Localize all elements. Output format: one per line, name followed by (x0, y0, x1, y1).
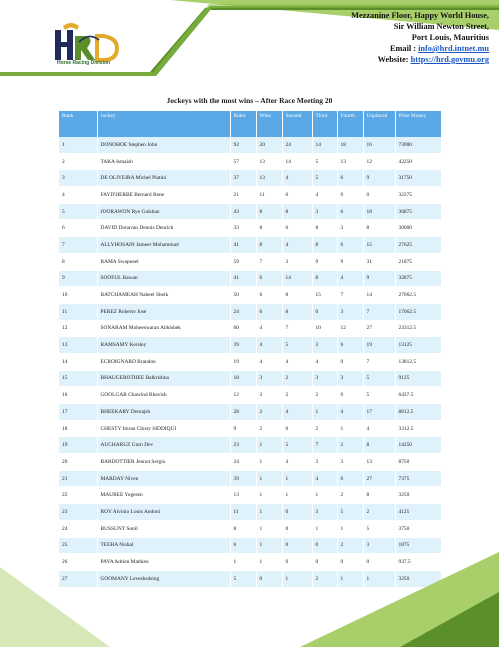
table-cell: 5 (363, 520, 395, 537)
table-cell: 9 (363, 170, 395, 187)
table-cell: 14 (282, 153, 312, 170)
table-cell: 0 (363, 187, 395, 204)
table-cell: 9 (59, 270, 97, 287)
table-row (59, 420, 441, 437)
table-cell: SONARAM Moheeswaran Abhishek (97, 320, 230, 337)
table-cell: 3312.5 (395, 420, 441, 437)
table-cell: 7 (282, 320, 312, 337)
table-cell: 4 (256, 353, 282, 370)
table-cell: 6 (256, 303, 282, 320)
table-cell: CHESTY Imran Chisty SIDDIQUI (97, 420, 230, 437)
table-cell: 3 (337, 303, 363, 320)
table-cell: 7 (363, 353, 395, 370)
table-cell: 18 (230, 370, 256, 387)
table-cell: 9 (312, 253, 337, 270)
table-cell: 15 (312, 287, 337, 304)
table-cell: 18 (363, 203, 395, 220)
table-cell: 4 (256, 337, 282, 354)
table-cell: 37 (230, 170, 256, 187)
table-row (59, 470, 441, 487)
table-cell: 4 (312, 187, 337, 204)
table-cell: 0 (282, 420, 312, 437)
table-cell: 0 (282, 520, 312, 537)
table-cell: 4 (363, 420, 395, 437)
table-cell: 3 (337, 454, 363, 471)
table-cell: 57 (230, 153, 256, 170)
table-cell: 6 (256, 287, 282, 304)
table-cell: 1 (256, 454, 282, 471)
table-cell: 4 (282, 237, 312, 254)
table-cell: TAKA Ismaish (97, 153, 230, 170)
table-cell: 0 (312, 554, 337, 571)
table-cell: 3 (312, 337, 337, 354)
table-cell: 39 (230, 337, 256, 354)
table-cell: FAYD'HERBE Bernard Rene (97, 187, 230, 204)
table-cell: JOORAWON Rye Gulshan (97, 203, 230, 220)
table-cell: PEREZ Roberto José (97, 303, 230, 320)
table-cell: 8 (256, 237, 282, 254)
table-cell: 24 (282, 137, 312, 153)
table-cell: 32375 (395, 187, 441, 204)
table-cell: 1 (256, 537, 282, 554)
jockey-standings-table (59, 111, 442, 588)
table-cell: 1 (282, 470, 312, 487)
table-row (59, 153, 441, 170)
table-cell: 23 (59, 504, 97, 521)
table-cell: 60 (230, 320, 256, 337)
table-cell: 3250 (395, 487, 441, 504)
table-cell: DONOHOE Stephen John (97, 137, 230, 153)
table-cell: 18 (59, 420, 97, 437)
table-cell: 21875 (395, 253, 441, 270)
table-cell: 7 (59, 237, 97, 254)
table-cell: 3 (312, 454, 337, 471)
table-cell: 13 (230, 487, 256, 504)
table-cell: 6437.5 (395, 387, 441, 404)
table-cell: 15 (59, 370, 97, 387)
table-cell: 22 (59, 487, 97, 504)
table-cell: 1 (312, 520, 337, 537)
table-cell: 4 (282, 404, 312, 421)
table-cell: 11 (230, 504, 256, 521)
table-cell: 30000 (395, 220, 441, 237)
table-cell: 27 (363, 470, 395, 487)
table-cell: 10 (59, 287, 97, 304)
table-cell: 3 (312, 504, 337, 521)
table-cell: 8 (256, 220, 282, 237)
column-header: Fourth (337, 111, 363, 137)
table-cell: 4 (312, 353, 337, 370)
table-cell: 23 (230, 437, 256, 454)
table-cell: 6 (337, 203, 363, 220)
table-cell: 7 (363, 303, 395, 320)
table-cell: 26 (59, 554, 97, 571)
table-row (59, 170, 441, 187)
table-cell: 13 (256, 170, 282, 187)
table-cell: 1 (282, 570, 312, 587)
footer-decoration (0, 552, 499, 647)
table-cell: 5 (282, 337, 312, 354)
email-line (351, 43, 489, 54)
table-cell: 8 (312, 270, 337, 287)
table-cell: 8 (363, 220, 395, 237)
table-cell: 1 (230, 554, 256, 571)
table-cell: 8 (363, 437, 395, 454)
table-row (59, 337, 441, 354)
table-cell: 9 (363, 270, 395, 287)
table-cell: 0 (337, 353, 363, 370)
table-cell: 4 (282, 353, 312, 370)
email-link[interactable]: info@hrd.intnet.mu (418, 44, 489, 53)
table-header-row (59, 111, 441, 137)
table-cell: 2 (312, 570, 337, 587)
table-cell: 8 (282, 203, 312, 220)
table-cell: 12 (230, 387, 256, 404)
table-cell: 17 (59, 404, 97, 421)
table-cell: PAYA Adrien Mathieu (97, 554, 230, 571)
table-cell: 13 (59, 337, 97, 354)
table-cell: 16 (363, 137, 395, 153)
table-cell: 7 (337, 287, 363, 304)
column-header: Third (312, 111, 337, 137)
table-cell: RAMA Swapneel (97, 253, 230, 270)
table-cell: 2 (312, 387, 337, 404)
table-cell: 4 (282, 170, 312, 187)
table-cell: 0 (363, 554, 395, 571)
table-cell: 13812.5 (395, 353, 441, 370)
table-cell: 42250 (395, 153, 441, 170)
table-cell: 1 (337, 570, 363, 587)
address-line: Sir William Newton Street, (393, 22, 489, 31)
table-cell: RAMSAMY Kersley (97, 337, 230, 354)
table-cell: 4125 (395, 504, 441, 521)
table-cell: 5 (312, 153, 337, 170)
table-cell: 8 (59, 253, 97, 270)
table-cell: 6 (230, 537, 256, 554)
table-cell: 27062.5 (395, 287, 441, 304)
table-row (59, 353, 441, 370)
website-link[interactable]: https://hrd.govmu.org (410, 55, 489, 64)
table-cell: ECROIGNARD Brandon (97, 353, 230, 370)
table-cell: 20 (256, 137, 282, 153)
table-cell: 13125 (395, 337, 441, 354)
table-cell: 8 (312, 220, 337, 237)
table-cell: 1 (282, 487, 312, 504)
address-line: Mezzanine Floor, Happy World House, (351, 11, 489, 20)
table-cell: 8 (282, 303, 312, 320)
table-cell: 73000 (395, 137, 441, 153)
table-cell: 5 (59, 203, 97, 220)
table-cell: 0 (312, 303, 337, 320)
table-cell: 27 (363, 320, 395, 337)
table-cell: 2 (59, 153, 97, 170)
table-cell: 0 (282, 537, 312, 554)
contact-address (351, 10, 489, 65)
table-row (59, 320, 441, 337)
table-row (59, 504, 441, 521)
table-cell: 0 (337, 554, 363, 571)
table-cell: 27 (59, 570, 97, 587)
table-cell: 1 (363, 570, 395, 587)
table-cell: 3 (363, 537, 395, 554)
table-cell: 2 (256, 404, 282, 421)
table-row (59, 303, 441, 320)
table-cell: 14 (282, 270, 312, 287)
table-cell: 3 (312, 203, 337, 220)
table-cell: 12 (363, 153, 395, 170)
table-row (59, 370, 441, 387)
table-cell: 24 (59, 520, 97, 537)
table-cell: BHEEKARY Deorajsh (97, 404, 230, 421)
table-cell: 25 (59, 537, 97, 554)
table-cell: 4 (256, 320, 282, 337)
table-cell: 2 (256, 420, 282, 437)
table-cell: 14 (363, 287, 395, 304)
column-header: Jockey (97, 111, 230, 137)
table-row (59, 270, 441, 287)
table-cell: 6 (337, 237, 363, 254)
table-cell: 11 (59, 303, 97, 320)
table-cell: 19 (230, 353, 256, 370)
table-row (59, 404, 441, 421)
table-cell: 5 (230, 570, 256, 587)
table-cell: BARDOTTIER Jennot Sergio (97, 454, 230, 471)
table-row (59, 187, 441, 204)
table-cell: 1 (256, 520, 282, 537)
column-header: Wins (256, 111, 282, 137)
table-cell: 5 (312, 170, 337, 187)
email-label: Email : (389, 44, 419, 53)
table-cell: 41 (230, 270, 256, 287)
table-cell: 6 (337, 337, 363, 354)
table-cell: 6 (282, 220, 312, 237)
table-cell: 7375 (395, 470, 441, 487)
table-cell: 31750 (395, 170, 441, 187)
column-header: Prize Money (395, 111, 441, 137)
table-row (59, 287, 441, 304)
table-cell: 1 (59, 137, 97, 153)
table-cell: 9 (337, 253, 363, 270)
table-cell: 13 (337, 153, 363, 170)
table-cell: 1 (256, 470, 282, 487)
table-cell: 1 (337, 520, 363, 537)
table-cell: 8750 (395, 454, 441, 471)
table-cell: 1 (312, 487, 337, 504)
table-cell: 20 (59, 454, 97, 471)
table-row (59, 220, 441, 237)
table-cell: 32875 (395, 270, 441, 287)
table-cell: 59 (230, 253, 256, 270)
column-header: Second (282, 111, 312, 137)
table-cell: 12 (337, 320, 363, 337)
table-cell: 3 (282, 253, 312, 270)
table-cell: 19 (59, 437, 97, 454)
table-cell: 4 (337, 404, 363, 421)
table-row (59, 520, 441, 537)
table-row (59, 237, 441, 254)
table-cell: 16 (59, 387, 97, 404)
table-cell: 1 (337, 420, 363, 437)
table-cell: 18 (337, 137, 363, 153)
table-cell: 2 (363, 504, 395, 521)
table-cell: 3 (337, 370, 363, 387)
table-cell: 1 (256, 504, 282, 521)
table-cell: 1 (312, 404, 337, 421)
table-row (59, 454, 441, 471)
table-cell: 937.5 (395, 554, 441, 571)
logo-caption: Horse Racing Division (57, 60, 111, 66)
table-cell: TEEHA Nishal (97, 537, 230, 554)
table-cell: 17062.5 (395, 303, 441, 320)
table-cell: 1 (256, 437, 282, 454)
column-header: Unplaced (363, 111, 395, 137)
table-cell: 8 (256, 203, 282, 220)
table-cell: 39 (230, 470, 256, 487)
table-cell: 17 (363, 404, 395, 421)
table-cell: 31 (363, 253, 395, 270)
table-cell: 10 (312, 320, 337, 337)
table-cell: 3 (312, 370, 337, 387)
table-cell: MARDAY Niven (97, 470, 230, 487)
table-cell: 19 (363, 337, 395, 354)
column-header: Rides (230, 111, 256, 137)
table-cell: 3 (59, 170, 97, 187)
table-cell: 8 (363, 487, 395, 504)
table-cell: 4 (312, 470, 337, 487)
website-line (351, 54, 489, 65)
table-cell: BUSSUNT Sunil (97, 520, 230, 537)
table-cell: 33 (230, 220, 256, 237)
table-cell: BHAUGEROTHEE Balkrishna (97, 370, 230, 387)
table-cell: 6 (337, 470, 363, 487)
table-cell: 6 (59, 220, 97, 237)
table-cell: 24 (230, 303, 256, 320)
table-cell: 21 (59, 470, 97, 487)
column-header: Rank (59, 111, 97, 137)
table-cell: 5 (363, 370, 395, 387)
table-cell: DAVID Donavan Dennis Denrick (97, 220, 230, 237)
table-cell: 5 (282, 437, 312, 454)
page-title: Jockeys with the most wins – After Race Meeting 20 (166, 96, 333, 105)
table-cell: 8812.5 (395, 404, 441, 421)
table-cell: 41 (230, 237, 256, 254)
table-cell: 13 (256, 153, 282, 170)
table-cell: 2 (282, 370, 312, 387)
table-cell: 8 (312, 237, 337, 254)
table-row (59, 137, 441, 153)
table-cell: 43 (230, 203, 256, 220)
table-cell: 11 (256, 187, 282, 204)
table-cell: 8 (230, 520, 256, 537)
table-cell: 50 (230, 287, 256, 304)
table-body (59, 137, 441, 587)
table-cell: 28 (230, 404, 256, 421)
table-cell: 4 (59, 187, 97, 204)
table-row (59, 253, 441, 270)
table-cell: 4 (337, 270, 363, 287)
table-cell: MAUREE Yogesen (97, 487, 230, 504)
table-cell: 6 (282, 187, 312, 204)
table-cell: ROY Alvinio Louis Andoni (97, 504, 230, 521)
table-cell: GOOLGAR Chawind Bhavish (97, 387, 230, 404)
table-cell: 15 (363, 237, 395, 254)
table-cell: 13 (363, 454, 395, 471)
table-cell: 2 (337, 487, 363, 504)
table-cell: 21 (230, 187, 256, 204)
table-cell: 0 (337, 387, 363, 404)
table-row (59, 487, 441, 504)
table-cell: 3 (337, 220, 363, 237)
table-cell: 1875 (395, 537, 441, 554)
table-cell: 6 (256, 270, 282, 287)
table-cell: 0 (312, 537, 337, 554)
table-cell: 27625 (395, 237, 441, 254)
table-cell: 6 (337, 170, 363, 187)
table-cell: 5 (337, 504, 363, 521)
table-cell: 92 (230, 137, 256, 153)
table-cell: 12 (59, 320, 97, 337)
table-cell: 14 (312, 137, 337, 153)
table-cell: GOOMANY Leveshsdsing (97, 570, 230, 587)
table-cell: SOOFUL Bawan (97, 270, 230, 287)
table-cell: 1 (256, 487, 282, 504)
table-cell: 23312.5 (395, 320, 441, 337)
table-cell: 0 (256, 570, 282, 587)
table-cell: 3 (256, 387, 282, 404)
website-label: Website: (377, 55, 411, 64)
table-cell: 1 (256, 554, 282, 571)
table-cell: DE OLIVEIRA Michel Platini (97, 170, 230, 187)
table-cell: 8 (282, 287, 312, 304)
table-cell: 9125 (395, 370, 441, 387)
table-cell: 24 (230, 454, 256, 471)
table-row (59, 437, 441, 454)
table-cell: AUCHARUZ Gurn Dev (97, 437, 230, 454)
table-cell: 36875 (395, 203, 441, 220)
table-cell: 7 (256, 253, 282, 270)
table-cell: 7 (312, 437, 337, 454)
table-cell: 9 (230, 420, 256, 437)
table-cell: 0 (282, 504, 312, 521)
table-cell: 0 (282, 554, 312, 571)
table-row (59, 387, 441, 404)
table-row (59, 203, 441, 220)
table-cell: 2 (282, 387, 312, 404)
table-cell: 3750 (395, 520, 441, 537)
address-line: Port Louis, Mauritius (411, 33, 489, 42)
table-cell: ALLYHOSAIN Jameer Mohammad (97, 237, 230, 254)
table-cell: 0 (337, 187, 363, 204)
table-cell: BATCHAMEAH Nabeel Sheik (97, 287, 230, 304)
table-cell: 3 (256, 370, 282, 387)
table-cell: 2 (337, 537, 363, 554)
table-cell: 14250 (395, 437, 441, 454)
table-cell: 4 (282, 454, 312, 471)
table-cell: 3250 (395, 570, 441, 587)
table-cell: 14 (59, 353, 97, 370)
table-cell: 5 (363, 387, 395, 404)
table-cell: 2 (337, 437, 363, 454)
table-cell: 2 (312, 420, 337, 437)
